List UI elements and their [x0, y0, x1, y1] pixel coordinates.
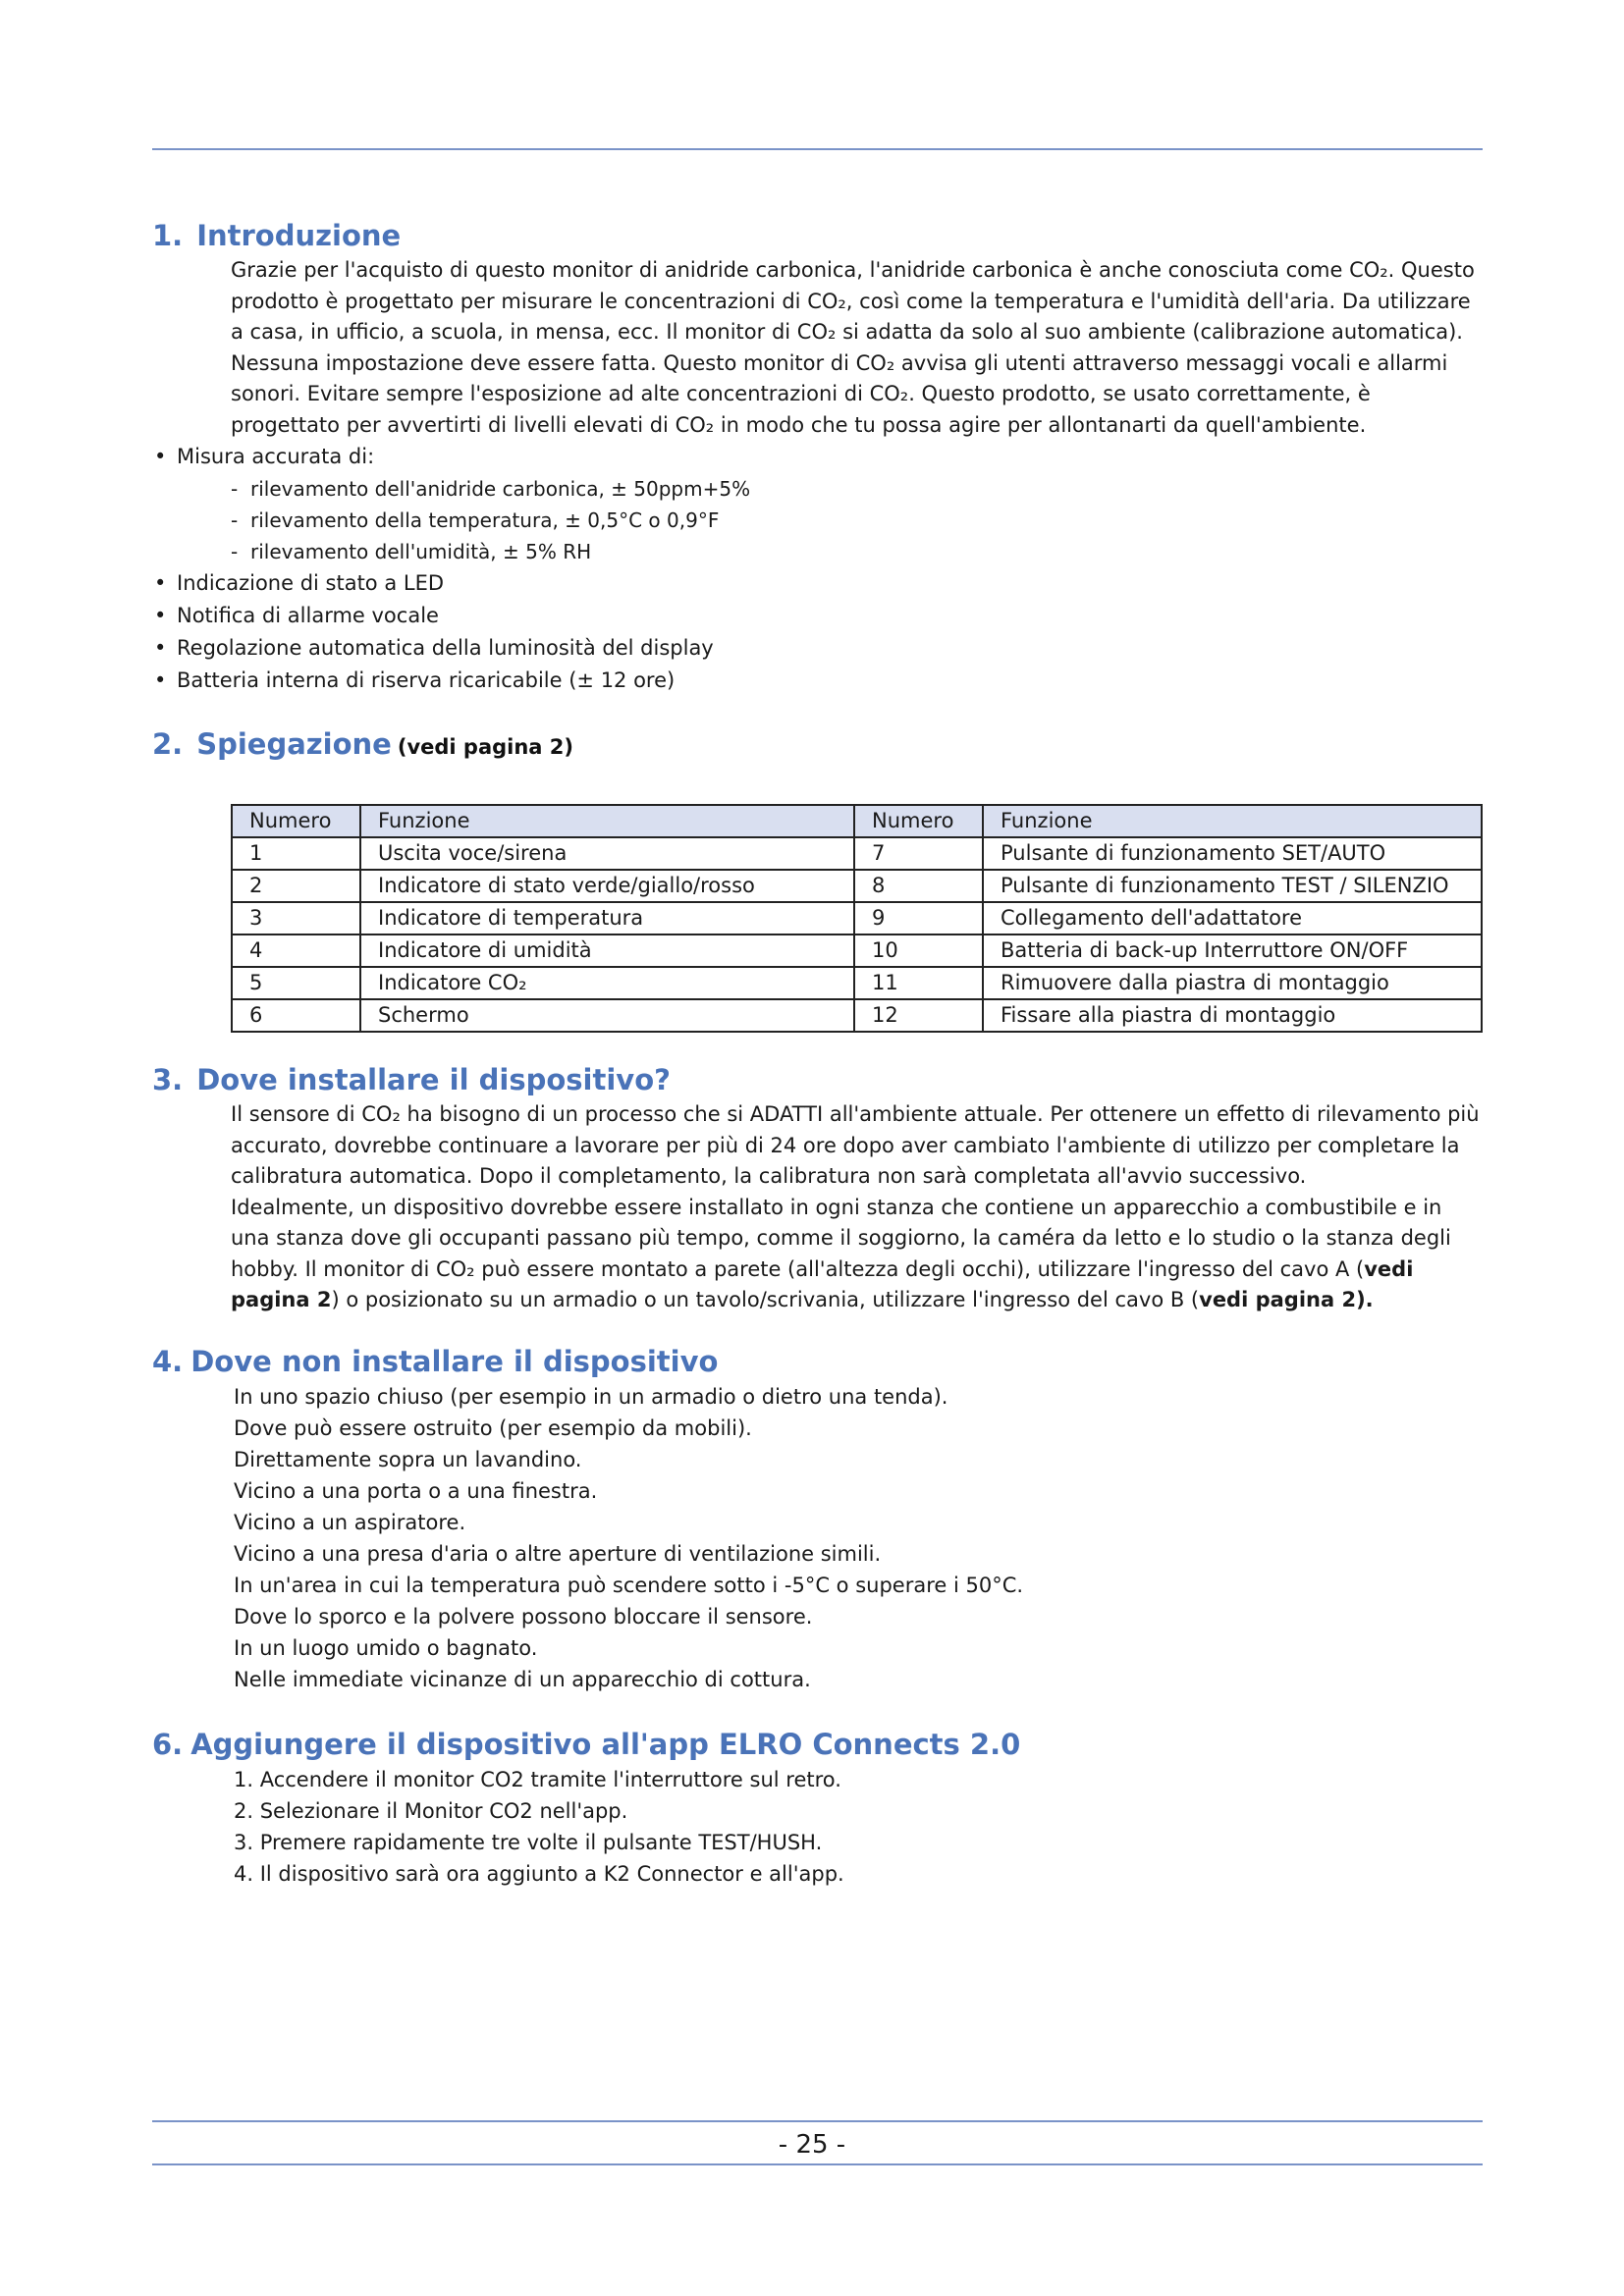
list-item: 4. Il dispositivo sarà ora aggiunto a K2 Connector e all'app.: [234, 1861, 844, 1886]
measure-text: rilevamento dell'anidride carbonica, ± 50ppm+5%: [250, 477, 751, 501]
list-item: Vicino a un aspiratore.: [234, 1510, 466, 1534]
bullet-marker: •: [154, 571, 167, 595]
measure-list: [231, 473, 1483, 567]
table-cell: Batteria di back-up Interruttore ON/OFF: [983, 934, 1482, 967]
feature-text: Notifica di allarme vocale: [177, 604, 439, 627]
list-item: [231, 536, 1483, 567]
section-title-app: 6. Aggiungere il dispositivo all'app ELRO Connects 2.0: [152, 1727, 1021, 1761]
table-cell: 4: [232, 934, 360, 967]
feature-text: Indicazione di stato a LED: [177, 571, 445, 595]
table-row: [232, 934, 1482, 967]
list-item: 2. Selezionare il Monitor CO2 nell'app.: [234, 1798, 628, 1823]
bullet-marker: •: [154, 604, 167, 627]
table-cell: 8: [854, 870, 983, 902]
table-cell: 2: [232, 870, 360, 902]
where-paragraph-2: Idealmente, un dispositivo dovrebbe essere installato in ogni stanza che contiene un apparecchio a combustibile e in una stanza dove gli occupanti passano più tempo, comme il soggiorno, la caméra da letto e lo studio o la stanza degli hobby. Il monitor di CO₂ può essere montato a parete (all'altezza degli occhi), utilizzare l'ingresso del cavo A (vedi pagina 2) o posizionato su un armadio o un tavolo/scrivania, utilizzare l'ingresso del cavo B (vedi pagina 2).: [231, 1195, 1451, 1311]
bullet-marker: •: [154, 636, 167, 660]
table-cell: Pulsante di funzionamento SET/AUTO: [983, 837, 1482, 870]
list-item: Vicino a una porta o a una finestra.: [234, 1478, 598, 1503]
app-steps-list: [234, 1764, 1483, 1890]
section-title-dove-non-installare: 4. Dove non installare il dispositivo: [152, 1344, 719, 1378]
table-cell: 5: [232, 967, 360, 999]
table-cell: 11: [854, 967, 983, 999]
list-item: [152, 632, 1483, 665]
list-item: [231, 505, 1483, 536]
list-item: [152, 600, 1483, 632]
list-item: 1. Accendere il monitor CO2 tramite l'interruttore sul retro.: [234, 1767, 841, 1791]
table-cell: 7: [854, 837, 983, 870]
list-item: Vicino a una presa d'aria o altre aperture di ventilazione simili.: [234, 1541, 882, 1566]
header-rule: [152, 148, 1483, 150]
table-header-cell: Numero: [232, 805, 360, 837]
list-item: In uno spazio chiuso (per esempio in un armadio o dietro una tenda).: [234, 1384, 948, 1409]
list-item: Nelle immediate vicinanze di un apparecchio di cottura.: [234, 1667, 811, 1691]
table-row: [232, 967, 1482, 999]
table-row: [232, 837, 1482, 870]
list-item: [152, 567, 1483, 600]
table-header-cell: Funzione: [983, 805, 1482, 837]
table-row: [232, 902, 1482, 934]
table-cell: Uscita voce/sirena: [360, 837, 854, 870]
table-cell: Indicatore CO₂: [360, 967, 854, 999]
table-cell: Collegamento dell'adattatore: [983, 902, 1482, 934]
table-header-cell: Numero: [854, 805, 983, 837]
section-title-introduzione: 1. Introduzione: [152, 219, 402, 252]
table-cell: Fissare alla piastra di montaggio: [983, 999, 1482, 1032]
list-item: Direttamente sopra un lavandino.: [234, 1447, 582, 1471]
list-item: In un'area in cui la temperatura può scendere sotto i -5°C o superare i 50°C.: [234, 1573, 1024, 1597]
page-number: - 25 -: [778, 2130, 846, 2160]
list-item: Dove lo sporco e la polvere possono bloccare il sensore.: [234, 1604, 813, 1629]
intro-paragraph: Grazie per l'acquisto di questo monitor di anidride carbonica, l'anidride carbonica è anche conosciuta come CO₂. Questo prodotto è progettato per misurare le concentrazioni di CO₂, così come la temperatura e l'umidità dell'aria. Da utilizzare a casa, in ufficio, a scuola, in mensa, ecc. Il monitor di CO₂ si adatta da solo al suo ambiente (calibrazione automatica). Nessuna impostazione deve essere fatta. Questo monitor di CO₂ avvisa gli utenti attraverso messaggi vocali e allarmi sonori. Evitare sempre l'esposizione ad alte concentrazioni di CO₂. Questo prodotto, se usato correttamente, è progettato per avvertirti di livelli elevati di CO₂ in modo che tu possa agire per allontanarti da quell'ambiente.: [231, 258, 1475, 437]
table-row: [232, 870, 1482, 902]
list-item: Dove può essere ostruito (per esempio da mobili).: [234, 1415, 752, 1440]
measure-text: rilevamento dell'umidità, ± 5% RH: [250, 540, 592, 563]
list-item: [231, 473, 1483, 505]
where-paragraph-1: Il sensore di CO₂ ha bisogno di un processo che si ADATTI all'ambiente attuale. Per ottenere un effetto di rilevamento più accurato, dovrebbe continuare a lavorare per più di 24 ore dopo aver cambiato l'ambiente di utilizzo per completare la calibratura automatica. Dopo il completamento, la calibratura non sarà completata all'avvio successivo.: [231, 1102, 1480, 1188]
section-title-dove-installare: 3. Dove installare il dispositivo?: [152, 1063, 671, 1096]
table-cell: Schermo: [360, 999, 854, 1032]
feature-text: Batteria interna di riserva ricaricabile (± 12 ore): [177, 668, 676, 692]
intro-bullet-list: [152, 441, 1483, 473]
table-header-cell: Funzione: [360, 805, 854, 837]
table-header-row: [232, 805, 1482, 837]
dash-marker: -: [231, 540, 239, 563]
table-cell: 6: [232, 999, 360, 1032]
table-cell: 10: [854, 934, 983, 967]
dash-marker: -: [231, 477, 239, 501]
table-cell: 3: [232, 902, 360, 934]
section-title-spiegazione: 2. Spiegazione (vedi pagina 2): [152, 727, 573, 761]
list-item: 3. Premere rapidamente tre volte il pulsante TEST/HUSH.: [234, 1830, 823, 1854]
function-table: [231, 804, 1483, 1033]
table-cell: Indicatore di umidità: [360, 934, 854, 967]
table-cell: 12: [854, 999, 983, 1032]
where-not-list: [234, 1381, 1483, 1695]
table-cell: 9: [854, 902, 983, 934]
footer-rule-bottom: [152, 2163, 1483, 2165]
measure-text: rilevamento della temperatura, ± 0,5°C o 0,9°F: [250, 508, 720, 532]
feature-text: Regolazione automatica della luminosità del display: [177, 636, 714, 660]
table-cell: Rimuovere dalla piastra di montaggio: [983, 967, 1482, 999]
table-row: [232, 999, 1482, 1032]
table-cell: Pulsante di funzionamento TEST / SILENZIO: [983, 870, 1482, 902]
table-cell: 1: [232, 837, 360, 870]
page-content: [152, 196, 1483, 1890]
list-item: [152, 665, 1483, 697]
table-cell: Indicatore di stato verde/giallo/rosso: [360, 870, 854, 902]
list-item: • Misura accurata di:: [154, 445, 375, 468]
bullet-marker: •: [154, 668, 167, 692]
dash-marker: -: [231, 508, 239, 532]
list-item: In un luogo umido o bagnato.: [234, 1635, 538, 1660]
feature-list: [152, 567, 1483, 697]
table-cell: Indicatore di temperatura: [360, 902, 854, 934]
footer-rule-top: [152, 2120, 1483, 2122]
